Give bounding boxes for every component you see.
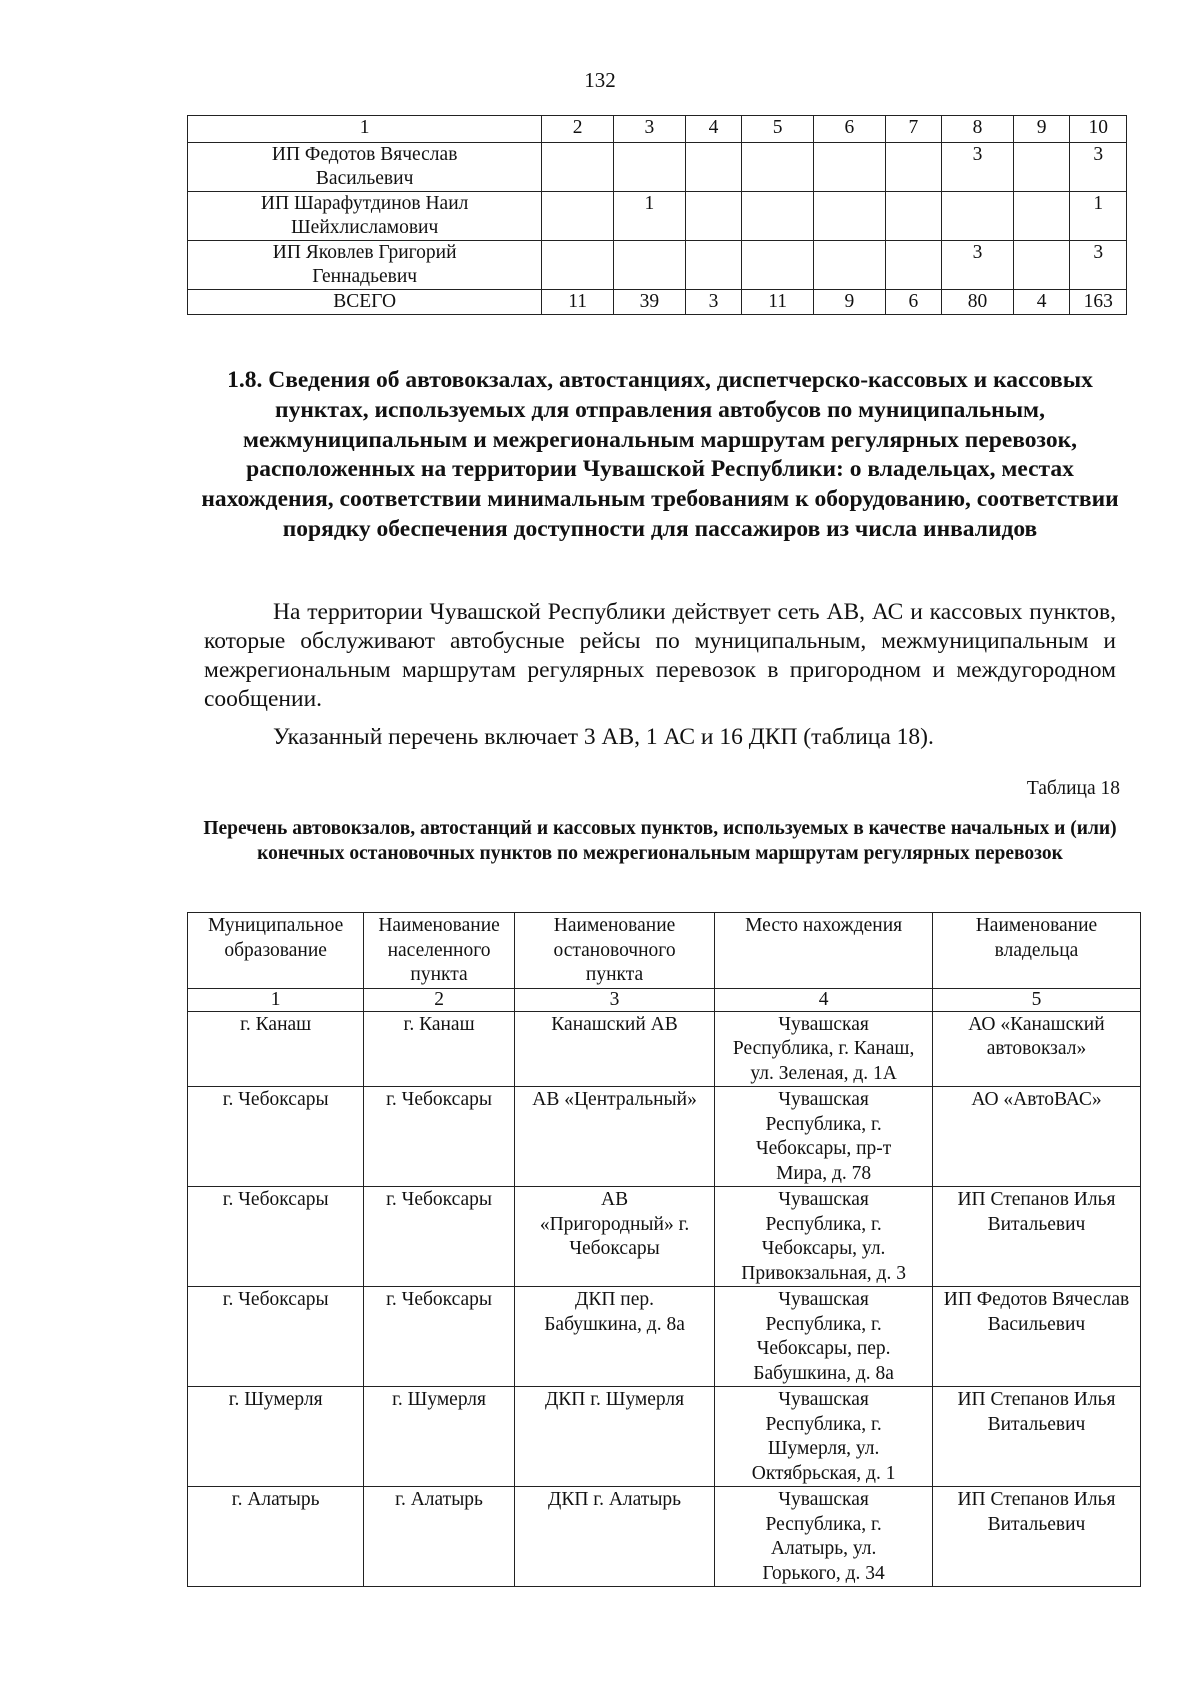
column-number: 1: [188, 988, 364, 1011]
cell-municipality: г. Алатырь: [188, 1487, 364, 1587]
cell: [614, 143, 686, 192]
cell: 163: [1070, 290, 1127, 315]
section-heading: 1.8. Сведения об автовокзалах, автостанциях, диспетчерско-кассовых и кассовых пунктах, используемых для отправления автобусов по муниципальным, межмуниципальным и межрегиональным маршрутам регулярных перевозок, расположенных на территории Чувашской Республики: о владельцах, местах нахождения, соответствии минимальным требованиям к оборудованию, соответствии порядку обеспечения доступности для пассажиров из числа инвалидов: [201, 367, 1119, 542]
cell-owner: ИП Федотов Вячеслав Васильевич: [932, 1287, 1140, 1387]
cell: 80: [942, 290, 1014, 315]
column-numbers-row: [188, 988, 1141, 1011]
cell-owner: ИП Степанов Илья Витальевич: [932, 1187, 1140, 1287]
col-header: 1: [188, 116, 542, 143]
cell-settlement: г. Чебоксары: [364, 1087, 515, 1187]
stations-table: [187, 912, 1141, 1587]
cell: [542, 192, 614, 241]
row-name: ВСЕГО: [188, 290, 542, 315]
cell: [813, 241, 885, 290]
cell-municipality: г. Шумерля: [188, 1387, 364, 1487]
cell: 39: [614, 290, 686, 315]
col-header: Наименование владельца: [932, 913, 1140, 989]
table-header-row: [188, 913, 1141, 989]
cell: [813, 192, 885, 241]
cell: [742, 192, 814, 241]
paragraph: Указанный перечень включает 3 АВ, 1 АС и 16 ДКП (таблица 18).: [273, 724, 934, 750]
cell-owner: АО «АвтоВАС»: [932, 1087, 1140, 1187]
cell-stop-name: ДКП г. Алатырь: [514, 1487, 714, 1587]
cell: 3: [942, 241, 1014, 290]
cell-municipality: г. Чебоксары: [188, 1187, 364, 1287]
cell: [885, 241, 942, 290]
cell-municipality: г. Чебоксары: [188, 1287, 364, 1387]
cell: [885, 192, 942, 241]
cell-owner: ИП Степанов Илья Витальевич: [932, 1387, 1140, 1487]
col-header: 8: [942, 116, 1014, 143]
row-name: ИП Федотов Вячеслав Васильевич: [188, 143, 542, 192]
cell: 6: [885, 290, 942, 315]
cell-location: Чувашская Республика, г. Чебоксары, ул. Привокзальная, д. 3: [715, 1187, 933, 1287]
cell: 3: [1070, 143, 1127, 192]
table-row: [188, 143, 1127, 192]
table-row: [188, 192, 1127, 241]
cell-location: Чувашская Республика, г. Канаш, ул. Зеленая, д. 1А: [715, 1011, 933, 1087]
cell-location: Чувашская Республика, г. Чебоксары, пр-т Мира, д. 78: [715, 1087, 933, 1187]
cell: [685, 143, 742, 192]
cell: [685, 192, 742, 241]
cell: 11: [742, 290, 814, 315]
col-header: 6: [813, 116, 885, 143]
col-header: 7: [885, 116, 942, 143]
cell: 4: [1013, 290, 1070, 315]
total-row: [188, 290, 1127, 315]
col-header: 4: [685, 116, 742, 143]
cell-settlement: г. Алатырь: [364, 1487, 515, 1587]
column-number: 2: [364, 988, 515, 1011]
col-header: Муниципальное образование: [188, 913, 364, 989]
cell-settlement: г. Шумерля: [364, 1387, 515, 1487]
col-header: Наименование остановочного пункта: [514, 913, 714, 989]
cell: [1013, 143, 1070, 192]
table-row: [188, 1011, 1141, 1087]
cell: 11: [542, 290, 614, 315]
cell-settlement: г. Канаш: [364, 1011, 515, 1087]
col-header: Место нахождения: [715, 913, 933, 989]
cell: [942, 192, 1014, 241]
table-row: [188, 1087, 1141, 1187]
cell: [614, 241, 686, 290]
table-row: [188, 241, 1127, 290]
cell-municipality: г. Канаш: [188, 1011, 364, 1087]
cell: 3: [685, 290, 742, 315]
table-row: [188, 1387, 1141, 1487]
cell-stop-name: АВ «Центральный»: [514, 1087, 714, 1187]
table-label: Таблица 18: [1026, 778, 1120, 799]
table-row: [188, 1487, 1141, 1587]
cell-stop-name: ДКП пер. Бабушкина, д. 8а: [514, 1287, 714, 1387]
cell-stop-name: ДКП г. Шумерля: [514, 1387, 714, 1487]
cell-owner: ИП Степанов Илья Витальевич: [932, 1487, 1140, 1587]
continuation-table: [187, 115, 1127, 315]
table-title: Перечень автовокзалов, автостанций и кассовых пунктов, используемых в качестве начальных и (или) конечных остановочных пунктов по межрегиональным маршрутам регулярных перевозок: [203, 818, 1117, 864]
cell-location: Чувашская Республика, г. Чебоксары, пер. Бабушкина, д. 8а: [715, 1287, 933, 1387]
col-header: 5: [742, 116, 814, 143]
table-header-row: [188, 116, 1127, 143]
col-header: 3: [614, 116, 686, 143]
cell: [742, 143, 814, 192]
row-name: ИП Яковлев Григорий Геннадьевич: [188, 241, 542, 290]
column-number: 4: [715, 988, 933, 1011]
cell-location: Чувашская Республика, г. Алатырь, ул. Горького, д. 34: [715, 1487, 933, 1587]
cell: [813, 143, 885, 192]
cell-location: Чувашская Республика, г. Шумерля, ул. Октябрьская, д. 1: [715, 1387, 933, 1487]
col-header: 9: [1013, 116, 1070, 143]
cell: [742, 241, 814, 290]
cell-stop-name: Канашский АВ: [514, 1011, 714, 1087]
cell: 3: [942, 143, 1014, 192]
cell: 1: [1070, 192, 1127, 241]
cell: [542, 143, 614, 192]
row-name: ИП Шарафутдинов Наил Шейхлисламович: [188, 192, 542, 241]
column-number: 3: [514, 988, 714, 1011]
cell: [542, 241, 614, 290]
cell: [885, 143, 942, 192]
table-row: [188, 1287, 1141, 1387]
col-header: 2: [542, 116, 614, 143]
paragraph: На территории Чувашской Республики действует сеть АВ, АС и кассовых пунктов, которые обслуживают автобусные рейсы по муниципальным, межмуниципальным и межрегиональным маршрутам регулярных перевозок в пригородном и междугородном сообщении.: [204, 599, 1116, 712]
col-header: Наименование населенного пункта: [364, 913, 515, 989]
cell: 3: [1070, 241, 1127, 290]
col-header: 10: [1070, 116, 1127, 143]
cell: [1013, 241, 1070, 290]
cell-settlement: г. Чебоксары: [364, 1287, 515, 1387]
cell: [1013, 192, 1070, 241]
page-number: 132: [584, 68, 616, 92]
cell-owner: АО «Канашский автовокзал»: [932, 1011, 1140, 1087]
column-number: 5: [932, 988, 1140, 1011]
cell: [685, 241, 742, 290]
cell: 9: [813, 290, 885, 315]
cell-settlement: г. Чебоксары: [364, 1187, 515, 1287]
cell: 1: [614, 192, 686, 241]
cell-municipality: г. Чебоксары: [188, 1087, 364, 1187]
cell-stop-name: АВ «Пригородный» г. Чебоксары: [514, 1187, 714, 1287]
table-row: [188, 1187, 1141, 1287]
